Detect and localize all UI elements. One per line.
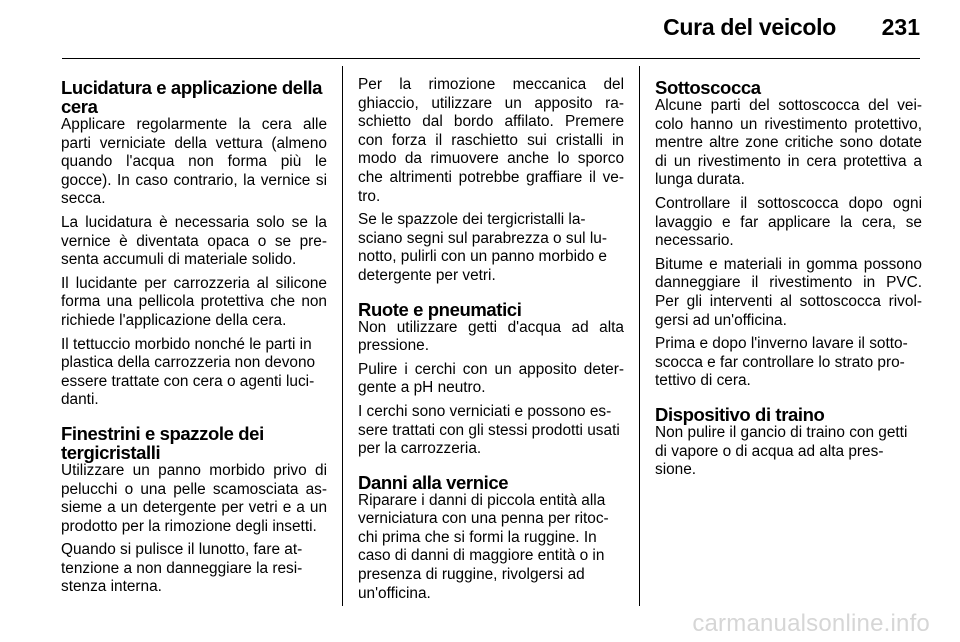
section-heading: Finestrini e spazzole dei tergicristalli bbox=[61, 422, 264, 463]
page-header-title: Cura del veicolo bbox=[663, 14, 836, 40]
column-2 bbox=[358, 76, 624, 608]
column-divider-1 bbox=[342, 66, 343, 606]
watermark: carmanualsonline.info bbox=[692, 610, 930, 637]
section-windows-wipers bbox=[61, 424, 327, 597]
section-towing-device bbox=[655, 405, 922, 480]
paragraph: I cerchi sono verniciati e possono es-sere trattati con gli stessi prodotti usati per la carrozzeria. bbox=[358, 402, 620, 458]
section-underbody bbox=[655, 78, 922, 391]
paragraph: Bitume e materiali in gomma possono danneggiare il rivestimento in PVC. Per gli interventi al sottoscocca rivol-gersi ad un'officina. bbox=[655, 255, 922, 329]
paragraph: Applicare regolarmente la cera alle parti verniciate della vettura (almeno quando l'acqua non forma più le gocce). In caso contrario, la vernice si secca. bbox=[61, 116, 327, 208]
paragraph: Controllare il sottoscocca dopo ogni lavaggio e far applicare la cera, se necessario. bbox=[655, 194, 922, 250]
column-1 bbox=[61, 78, 327, 602]
paragraph: Prima e dopo l'inverno lavare il sotto-scocca e far controllare lo strato pro-tettivo di cera. bbox=[655, 335, 908, 390]
page-number: 231 bbox=[881, 14, 920, 40]
paragraph: Non utilizzare getti d'acqua ad alta pressione. bbox=[358, 318, 624, 355]
section-paint-damage bbox=[358, 473, 624, 604]
paragraph: Quando si pulisce il lunotto, fare at-tenzione a non danneggiare la resi-stenza interna. bbox=[61, 541, 303, 596]
paragraph: Non pulire il gancio di traino con getti di vapore o di acqua ad alta pres-sione. bbox=[655, 423, 908, 479]
section-wheels-tyres bbox=[358, 300, 624, 459]
paragraph: Se le spazzole dei tergicristalli la-sciano segni sul parabrezza o sul lu-notto, pulirli con un panno morbido e detergente per vetri. bbox=[358, 211, 607, 284]
section-windows-continued bbox=[358, 76, 624, 286]
section-heading: Lucidatura e applicazione della cera bbox=[61, 77, 323, 117]
paragraph: Pulire i cerchi con un apposito deter-gente a pH neutro. bbox=[358, 360, 624, 397]
section-waxing bbox=[61, 78, 327, 410]
paragraph: Per la rimozione meccanica del ghiaccio, utilizzare un apposito ra-schietto dal bordo affilato. Premere con forza il raschietto sui cristalli in modo da rimuovere anche lo sporco che altrimenti potrebbe graffiare il ve-tro. bbox=[358, 76, 624, 205]
header-divider bbox=[62, 58, 920, 59]
paragraph: La lucidatura è necessaria solo se la vernice è diventata opaca o se pre-senta accumuli di materiale solido. bbox=[61, 213, 327, 269]
paragraph: Riparare i danni di piccola entità alla verniciatura con una penna per ritoc-chi prima che si formi la ruggine. In caso di danni di maggiore entità o in presenza di ruggine, rivolgersi ad un'officina. bbox=[358, 491, 609, 602]
paragraph: Utilizzare un panno morbido privo di pelucchi o una pelle scamosciata as-sieme a un detergente per vetri e a un prodotto per la rimozione degli insetti. bbox=[61, 461, 327, 535]
section-heading: Dispositivo di traino bbox=[655, 403, 825, 425]
paragraph: Il tettuccio morbido nonché le parti in plastica della carrozzeria non devono essere trattate con cera o agenti luci-danti. bbox=[61, 335, 316, 409]
section-heading: Sottoscocca bbox=[655, 77, 761, 98]
section-heading: Ruote e pneumatici bbox=[358, 298, 522, 320]
paragraph: Alcune parti del sottoscocca del vei-colo hanno un rivestimento protettivo, mentre altre zone critiche sono dotate di un rivestimento in cera protettiva a lunga durata. bbox=[655, 97, 922, 189]
column-divider-2 bbox=[639, 66, 640, 606]
paragraph: Il lucidante per carrozzeria al silicone forma una pellicola protettiva che non richiede l'applicazione della cera. bbox=[61, 274, 327, 329]
section-heading: Danni alla vernice bbox=[358, 471, 509, 493]
column-3 bbox=[655, 78, 922, 485]
